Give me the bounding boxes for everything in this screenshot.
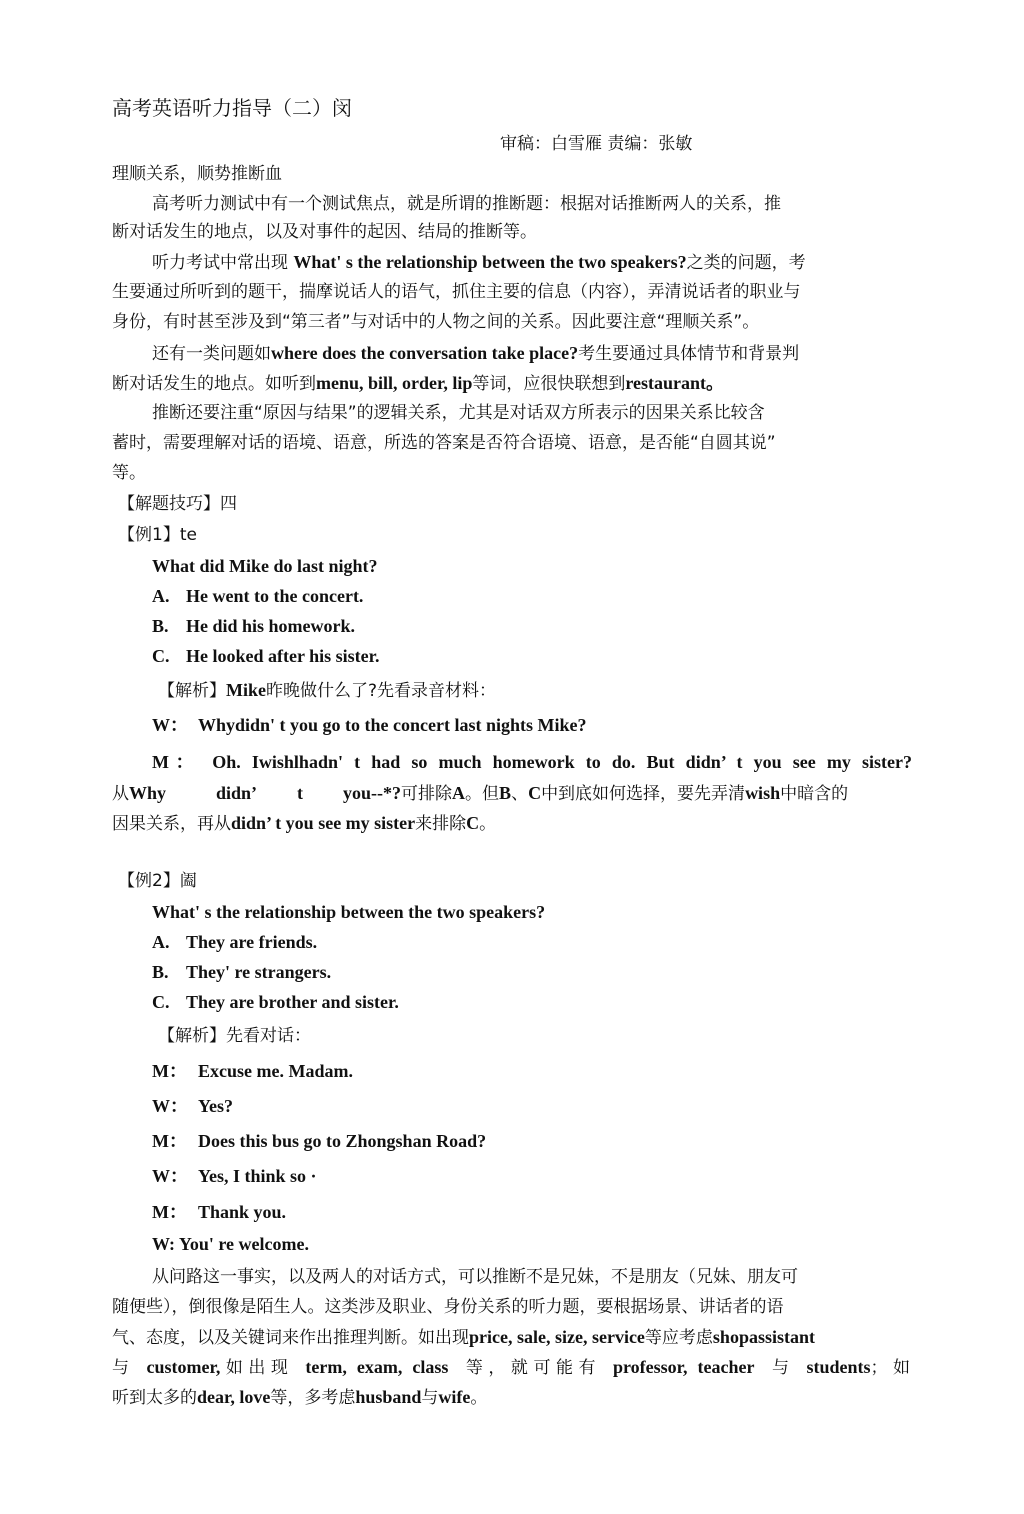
example1-heading: 【例1】te bbox=[118, 525, 197, 545]
conclusion-line: 随便些），倒很像是陌生人。这类涉及职业、身份关系的听力题，要根据场景、讲话者的语 bbox=[112, 1297, 784, 1317]
option-item bbox=[152, 645, 380, 667]
dialogue-line bbox=[152, 714, 587, 737]
speaker-label: M： bbox=[152, 1131, 187, 1151]
paragraph-line: 生要通过所听到的题干，揣摩说话人的语气，抓住主要的信息（内容），弄清说话者的职业与 bbox=[112, 282, 801, 302]
conclusion-line bbox=[112, 1356, 910, 1379]
conclusion-line bbox=[112, 1386, 487, 1409]
intro-line: 高考听力测试中有一个测试焦点，就是所谓的推断题：根据对话推断两人的关系，推 bbox=[152, 194, 781, 214]
english-phrase: menu, bill, order, lip bbox=[316, 373, 473, 393]
tips-heading: 【解题技巧】四 bbox=[118, 494, 237, 514]
english-phrase: restaurant。 bbox=[625, 373, 725, 393]
dialogue-text: Does this bus go to Zhongshan Road? bbox=[198, 1131, 487, 1151]
english-phrase: didn’ bbox=[216, 783, 258, 803]
english-phrase: students bbox=[806, 1357, 871, 1377]
english-phrase: shopassistant bbox=[712, 1327, 815, 1347]
dialogue-text: Thank you. bbox=[198, 1202, 287, 1222]
paragraph-line bbox=[112, 372, 724, 395]
option-letter: B. bbox=[152, 616, 169, 636]
english-phrase: wish bbox=[745, 783, 781, 803]
english-phrase: price, sale, size, service bbox=[469, 1327, 645, 1347]
paragraph-line bbox=[152, 251, 806, 274]
english-phrase: where does the conversation take place? bbox=[271, 343, 579, 363]
text-run: 从 bbox=[112, 784, 129, 804]
text-run: 【解析】 bbox=[158, 681, 226, 701]
english-phrase: professor, teacher bbox=[612, 1357, 755, 1377]
text-run: 来排除 bbox=[415, 814, 467, 834]
english-phrase: Why bbox=[129, 783, 167, 803]
option-letter: A. bbox=[152, 932, 170, 952]
option-text: He looked after his sister. bbox=[186, 646, 380, 666]
text-run: 如出现 bbox=[220, 1358, 294, 1378]
text-run: 等应考虑 bbox=[644, 1328, 713, 1348]
paragraph-line bbox=[152, 342, 799, 365]
option-text: He went to the concert. bbox=[186, 586, 364, 606]
text-run: 听力考试中常出现 bbox=[152, 253, 294, 273]
text-run: 等，就可能有 bbox=[460, 1358, 601, 1378]
paragraph-line: 蓄时，需要理解对话的语境、语意，所选的答案是否符合语境、语意，是否能“自圆其说” bbox=[112, 433, 776, 453]
example2-heading: 【例2】阖 bbox=[118, 871, 197, 891]
document-title: 高考英语听力指导（二）闵 bbox=[112, 96, 352, 120]
text-run: 。但 bbox=[465, 784, 500, 804]
intro-line: 断对话发生的地点，以及对事件的起因、结局的推断等。 bbox=[112, 222, 537, 242]
option-text: They are friends. bbox=[186, 932, 318, 952]
text-run: 等，多考虑 bbox=[270, 1388, 356, 1408]
english-phrase: you--*? bbox=[343, 783, 402, 803]
option-text: He did his homework. bbox=[186, 616, 356, 636]
paragraph-line: 推断还要注重“原因与结果”的逻辑关系，尤其是对话双方所表示的因果关系比较含 bbox=[152, 403, 765, 423]
speaker-label: W： bbox=[152, 715, 188, 735]
analysis-line bbox=[158, 679, 496, 702]
paragraph-line: 身份，有时甚至涉及到“第三者”与对话中的人物之间的关系。因此要注意“理顺关系”。 bbox=[112, 312, 760, 332]
dialogue-text: Yes? bbox=[198, 1096, 233, 1116]
option-item bbox=[152, 991, 399, 1013]
example1-question: What did Mike do last night? bbox=[152, 556, 378, 576]
english-phrase: C bbox=[528, 783, 542, 803]
dialogue-text: Whydidn' t you go to the concert last nights Mike? bbox=[198, 715, 587, 735]
option-letter: C. bbox=[152, 646, 170, 666]
example2-question: What' s the relationship between the two speakers? bbox=[152, 902, 546, 922]
speaker-label: M： bbox=[152, 752, 201, 772]
option-letter: A. bbox=[152, 586, 170, 606]
english-phrase: What' s the relationship between the two speakers? bbox=[293, 252, 687, 272]
english-phrase: C bbox=[466, 813, 480, 833]
english-phrase: customer, bbox=[146, 1357, 221, 1377]
english-phrase: A bbox=[452, 783, 466, 803]
credits: 审稿：白雪雁 责编：张敏 bbox=[500, 134, 693, 154]
dialogue-line bbox=[152, 1130, 486, 1152]
option-item bbox=[152, 585, 363, 607]
english-phrase: t bbox=[297, 783, 304, 803]
explanation-line bbox=[112, 812, 496, 835]
text-run: 中暗含的 bbox=[780, 784, 849, 804]
text-run: 之类的问题，考 bbox=[686, 253, 806, 273]
dialogue-line bbox=[152, 1095, 233, 1117]
text-run: 、 bbox=[511, 784, 529, 804]
dialogue-text: Excuse me. Madam. bbox=[198, 1061, 353, 1081]
speaker-label: M： bbox=[152, 1061, 187, 1081]
text-run: 与 bbox=[766, 1358, 795, 1378]
text-run: 气、态度，以及关键词来作出推理判断。如出现 bbox=[112, 1328, 469, 1348]
text-run: 考生要通过具体情节和背景判 bbox=[578, 344, 800, 364]
english-phrase: husband bbox=[355, 1387, 422, 1407]
english-phrase: didn’ t you see my sister bbox=[231, 813, 416, 833]
speaker-label: W： bbox=[152, 1096, 188, 1116]
text-run: 等词，应很快联想到 bbox=[472, 374, 626, 394]
conclusion-line bbox=[112, 1326, 815, 1349]
dialogue-line bbox=[152, 1201, 286, 1223]
text-run: 与 bbox=[421, 1388, 439, 1408]
option-item bbox=[152, 961, 331, 983]
speaker-label: W： bbox=[152, 1166, 188, 1186]
text-run: 断对话发生的地点。如听到 bbox=[112, 374, 316, 394]
english-phrase: dear, love bbox=[197, 1387, 271, 1407]
explanation-line bbox=[112, 782, 912, 805]
english-phrase: wife bbox=[438, 1387, 471, 1407]
english-phrase: Mike bbox=[226, 680, 266, 700]
english-phrase: term, exam, class bbox=[305, 1357, 449, 1377]
dialogue-text: Yes, I think so · bbox=[198, 1166, 317, 1186]
option-item bbox=[152, 615, 355, 637]
dialogue-line: W: You' re welcome. bbox=[152, 1234, 309, 1254]
english-phrase: B bbox=[499, 783, 512, 803]
dialogue-line bbox=[152, 1165, 317, 1187]
option-text: They' re strangers. bbox=[186, 962, 332, 982]
analysis-line: 【解析】先看对话： bbox=[158, 1026, 311, 1046]
option-letter: C. bbox=[152, 992, 170, 1012]
option-item bbox=[152, 931, 317, 953]
dialogue-line bbox=[152, 751, 912, 773]
text-run: ；如 bbox=[870, 1358, 911, 1378]
text-run: 因果关系，再从 bbox=[112, 814, 231, 834]
text-run: 与 bbox=[112, 1358, 135, 1378]
section-heading: 理顺关系，顺势推断血 bbox=[112, 164, 282, 184]
text-run: 中到底如何选择，要先弄清 bbox=[541, 784, 746, 804]
text-run: 。 bbox=[479, 814, 497, 834]
option-letter: B. bbox=[152, 962, 169, 982]
option-text: They are brother and sister. bbox=[186, 992, 399, 1012]
paragraph-line: 等。 bbox=[112, 463, 146, 483]
text-run: 可排除 bbox=[401, 784, 453, 804]
text-run: 昨晚做什么了?先看录音材料： bbox=[266, 681, 497, 701]
speaker-label: M： bbox=[152, 1202, 187, 1222]
dialogue-text: Oh. Iwishlhadn' t had so much homework to do. But didn’ t you see my sister? bbox=[212, 752, 912, 772]
text-run: 听到太多的 bbox=[112, 1388, 197, 1408]
text-run: 还有一类问题如 bbox=[152, 344, 271, 364]
dialogue-line bbox=[152, 1060, 353, 1082]
conclusion-line: 从问路这一事实，以及两人的对话方式，可以推断不是兄妹，不是朋友（兄妹、朋友可 bbox=[152, 1267, 798, 1287]
text-run: 。 bbox=[470, 1388, 488, 1408]
